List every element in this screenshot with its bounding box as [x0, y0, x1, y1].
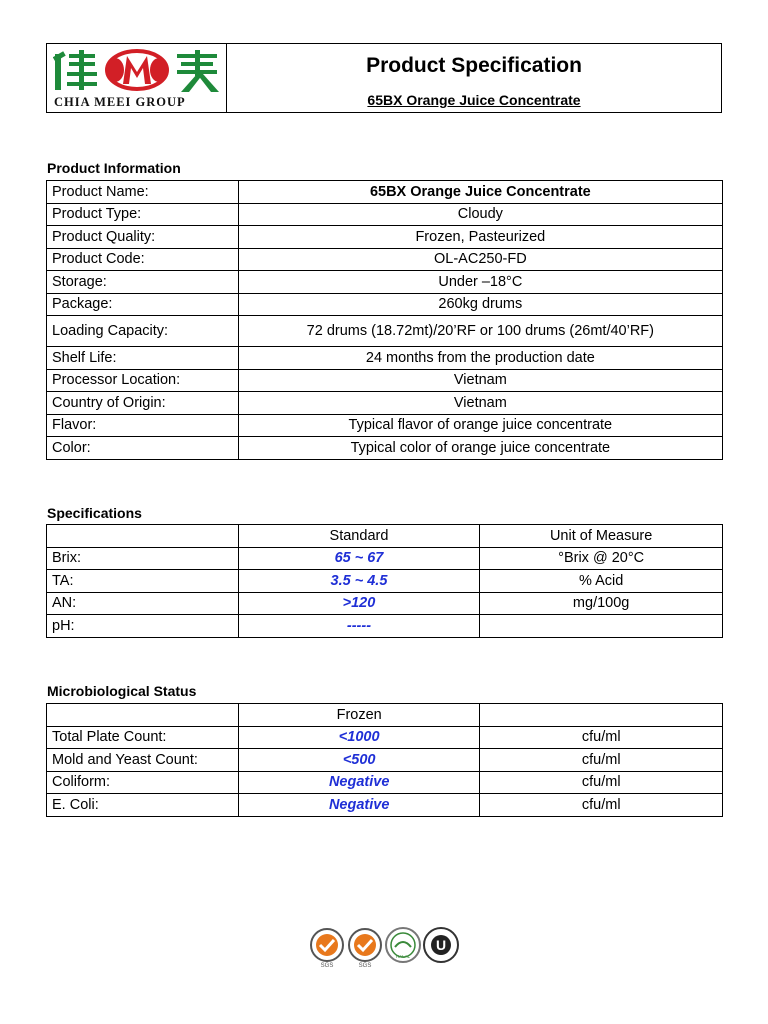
row-label: pH:	[47, 615, 239, 638]
row-label: AN:	[47, 592, 239, 615]
unit-of-measure: °Brix @ 20°C	[480, 547, 723, 570]
row-label: TA:	[47, 570, 239, 593]
specifications-table	[46, 524, 723, 638]
table-row	[47, 794, 723, 817]
table-row	[47, 181, 723, 204]
sgs-certification-icon	[311, 929, 343, 969]
table-row	[47, 726, 723, 749]
column-header: Unit of Measure	[480, 525, 723, 548]
unit-of-measure: cfu/ml	[480, 771, 723, 794]
table-row	[47, 248, 723, 271]
row-value: Cloudy	[238, 203, 722, 226]
table-header-row	[47, 704, 723, 727]
table-row	[47, 392, 723, 415]
row-label: Product Type:	[47, 203, 239, 226]
row-label: Processor Location:	[47, 369, 239, 392]
row-label: Total Plate Count:	[47, 726, 239, 749]
chia-meei-logo-icon	[53, 48, 221, 94]
column-header	[480, 704, 723, 727]
frozen-value: Negative	[238, 794, 480, 817]
table-row	[47, 615, 723, 638]
frozen-value: <1000	[238, 726, 480, 749]
unit-of-measure	[480, 615, 723, 638]
sgs-certification-icon	[349, 929, 381, 969]
table-row	[47, 369, 723, 392]
unit-of-measure: cfu/ml	[480, 794, 723, 817]
frozen-value: <500	[238, 749, 480, 772]
row-value: Vietnam	[238, 369, 722, 392]
standard-value: >120	[238, 592, 480, 615]
table-row	[47, 547, 723, 570]
column-header: Standard	[238, 525, 480, 548]
row-value: Frozen, Pasteurized	[238, 226, 722, 249]
row-label: Color:	[47, 437, 239, 460]
orthodox-union-kosher-icon	[424, 928, 458, 962]
row-label: Mold and Yeast Count:	[47, 749, 239, 772]
microbiological-status-table	[46, 703, 723, 817]
row-label: Country of Origin:	[47, 392, 239, 415]
row-value: 72 drums (18.72mt)/20’RF or 100 drums (26mt/40’RF)	[238, 316, 722, 347]
table-row	[47, 271, 723, 294]
unit-of-measure: mg/100g	[480, 592, 723, 615]
row-label: Product Name:	[47, 181, 239, 204]
table-row	[47, 293, 723, 316]
row-value: 260kg drums	[238, 293, 722, 316]
row-label: Package:	[47, 293, 239, 316]
certification-logos	[309, 925, 461, 974]
company-logo	[47, 44, 227, 112]
page-subtitle: 65BX Orange Juice Concentrate	[367, 92, 581, 108]
table-row	[47, 749, 723, 772]
halal-label: HALAL	[395, 954, 411, 959]
product-information-table	[46, 180, 723, 460]
unit-of-measure: cfu/ml	[480, 726, 723, 749]
row-label: Product Quality:	[47, 226, 239, 249]
row-value: Vietnam	[238, 392, 722, 415]
halal-certification-icon	[386, 928, 420, 962]
table-row	[47, 347, 723, 370]
row-value: OL-AC250-FD	[238, 248, 722, 271]
table-row	[47, 592, 723, 615]
row-value: 65BX Orange Juice Concentrate	[238, 181, 722, 204]
table-row	[47, 771, 723, 794]
table-row	[47, 203, 723, 226]
standard-value: 65 ~ 67	[238, 547, 480, 570]
sgs-label: SGS	[358, 963, 372, 969]
page-title: Product Specification	[366, 54, 582, 77]
row-label: Coliform:	[47, 771, 239, 794]
table-row	[47, 570, 723, 593]
ou-label: U	[435, 937, 447, 953]
table-row	[47, 316, 723, 347]
row-value: 24 months from the production date	[238, 347, 722, 370]
microbiological-status-heading: Microbiological Status	[47, 683, 197, 699]
table-header-row	[47, 525, 723, 548]
unit-of-measure: % Acid	[480, 570, 723, 593]
column-header: Frozen	[238, 704, 480, 727]
table-row	[47, 437, 723, 460]
document-header	[46, 43, 722, 113]
standard-value: 3.5 ~ 4.5	[238, 570, 480, 593]
row-label: Product Code:	[47, 248, 239, 271]
table-row	[47, 226, 723, 249]
company-name: CHIA MEEI GROUP	[54, 95, 186, 109]
row-label: Brix:	[47, 547, 239, 570]
row-label: E. Coli:	[47, 794, 239, 817]
row-label: Flavor:	[47, 414, 239, 437]
row-label: Storage:	[47, 271, 239, 294]
title-area	[227, 44, 721, 112]
standard-value: -----	[238, 615, 480, 638]
unit-of-measure: cfu/ml	[480, 749, 723, 772]
column-header	[47, 704, 239, 727]
row-value: Under –18°C	[238, 271, 722, 294]
row-label: Shelf Life:	[47, 347, 239, 370]
row-label: Loading Capacity:	[47, 316, 239, 347]
column-header	[47, 525, 239, 548]
product-information-heading: Product Information	[47, 160, 181, 176]
row-value: Typical flavor of orange juice concentrate	[238, 414, 722, 437]
sgs-label: SGS	[320, 963, 334, 969]
row-value: Typical color of orange juice concentrate	[238, 437, 722, 460]
table-row	[47, 414, 723, 437]
frozen-value: Negative	[238, 771, 480, 794]
specifications-heading: Specifications	[47, 505, 142, 521]
